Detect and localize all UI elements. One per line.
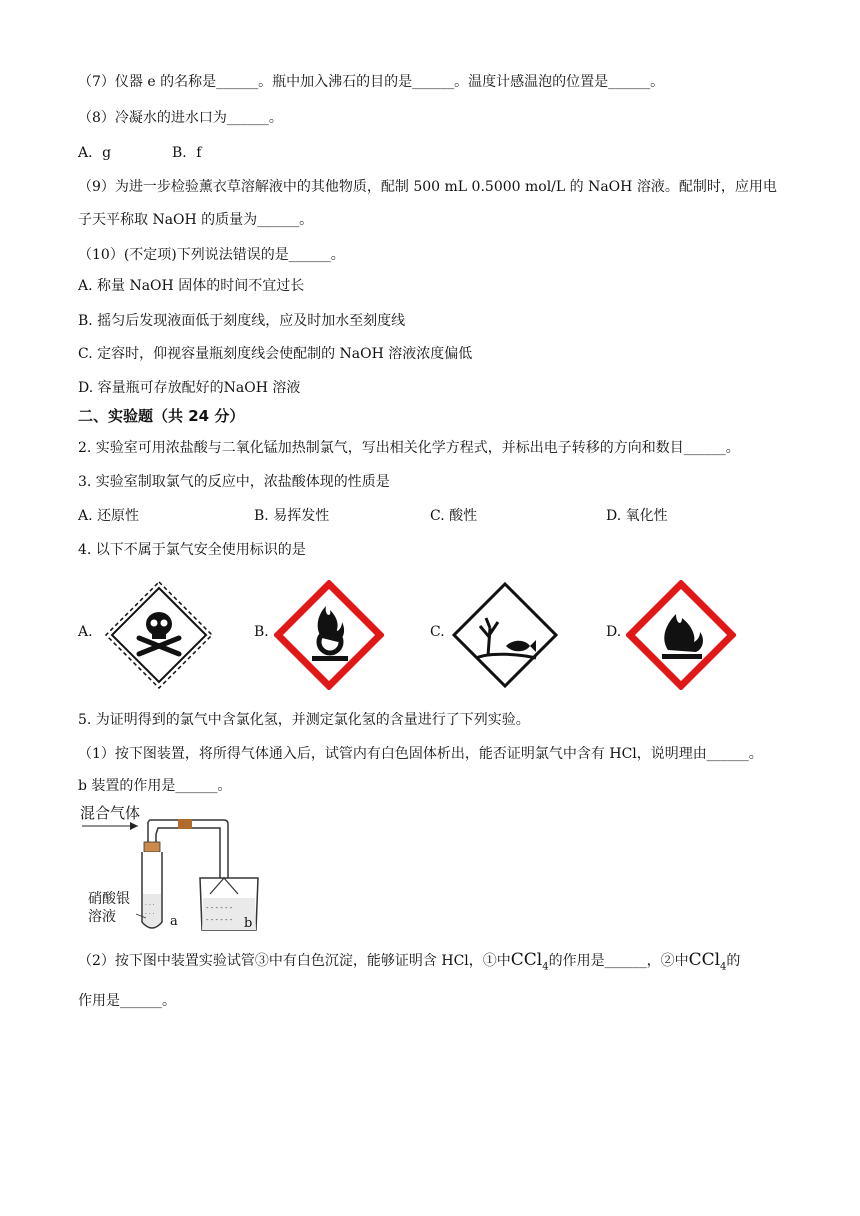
q8-option-b: B．f <box>172 145 202 161</box>
svg-text:- - - - - -: - - - - - - <box>206 916 233 924</box>
q3-option-a: A. 还原性 <box>78 508 140 524</box>
q3-option-b: B. 易挥发性 <box>254 508 330 524</box>
q10-text: （10）(不定项)下列说法错误的是______。 <box>78 247 345 263</box>
q5-part2-text-a: （2）按下图中装置实验试管③中有白色沉淀，能够证明含 HCl，①中 <box>78 953 511 969</box>
oxidizer-sign-icon <box>274 580 384 690</box>
silver-nitrate-label-line2: 溶液 <box>88 909 116 925</box>
ccl4-formula-1 <box>510 950 549 973</box>
q8-text: （8）冷凝水的进水口为______。 <box>78 110 283 126</box>
sign-label-c: C. <box>430 624 445 640</box>
q9-text-line2: 子天平称取 NaOH 的质量为______。 <box>78 212 314 228</box>
environment-hazard-sign-icon <box>450 580 560 690</box>
apparatus-diagram <box>78 802 268 936</box>
q8-option-a: A．g <box>78 145 112 161</box>
question-4: 4. 以下不属于氯气安全使用标识的是 <box>78 542 306 558</box>
q5-part1-line1: （1）按下图装置，将所得气体通入后，试管内有白色固体析出，能否证明氯气中含有 HCl，说明理由______。 <box>78 746 763 762</box>
ccl4-formula-2 <box>688 950 727 973</box>
sign-label-b: B. <box>254 624 269 640</box>
ccl-text: CCl <box>688 950 721 970</box>
q5-part2-line2: 作用是______。 <box>78 993 176 1009</box>
question-3: 3. 实验室制取氯气的反应中，浓盐酸体现的性质是 <box>78 474 390 490</box>
q7-text: （7）仪器 e 的名称是______。瓶中加入沸石的目的是______。温度计感温泡的位置是______。 <box>78 74 665 90</box>
q9-text-line1: （9）为进一步检验薰衣草溶解液中的其他物质，配制 500 mL 0.5000 mol/L 的 NaOH 溶液。配制时，应用电 <box>78 179 777 195</box>
svg-text:· · ·: · · · <box>145 902 155 909</box>
q10-option-b: B. 摇匀后发现液面低于刻度线，应及时加水至刻度线 <box>78 313 406 329</box>
ccl-subscript: 4 <box>720 961 727 973</box>
q10-option-a: A. 称量 NaOH 固体的时间不宜过长 <box>78 278 305 294</box>
silver-nitrate-label-line1: 硝酸银 <box>88 891 130 907</box>
section-heading: 二、实验题（共 24 分） <box>78 407 245 425</box>
q3-option-c: C. 酸性 <box>430 508 478 524</box>
flammable-sign-icon <box>626 580 736 690</box>
ccl-text: CCl <box>510 950 543 970</box>
svg-text:· · ·: · · · <box>145 911 155 918</box>
apparatus-a-label: a <box>170 914 178 929</box>
q3-option-d: D. 氧化性 <box>606 508 668 524</box>
svg-text:- - - - - -: - - - - - - <box>206 904 233 912</box>
mixed-gas-label: 混合气体 <box>80 804 141 822</box>
sign-label-d: D. <box>606 624 622 640</box>
q5-part1-line2: b 装置的作用是______。 <box>78 778 232 794</box>
q5-part2-text-b: 的作用是______，②中 <box>548 953 689 969</box>
apparatus-b-label: b <box>244 916 253 931</box>
q5-part2-text-c: 的 <box>726 953 741 969</box>
q5-part2-line1 <box>78 950 740 977</box>
sign-label-a: A. <box>78 624 93 640</box>
ccl-subscript: 4 <box>542 961 549 973</box>
q10-option-d: D. 容量瓶可存放配好的NaOH 溶液 <box>78 380 301 396</box>
question-5: 5. 为证明得到的氯气中含氯化氢，并测定氯化氢的含量进行了下列实验。 <box>78 712 530 728</box>
toxic-skull-sign-icon <box>104 580 214 690</box>
q10-option-c: C. 定容时，仰视容量瓶刻度线会使配制的 NaOH 溶液浓度偏低 <box>78 346 473 362</box>
question-2: 2. 实验室可用浓盐酸与二氧化锰加热制氯气，写出相关化学方程式，并标出电子转移的方向和数目______。 <box>78 440 740 456</box>
